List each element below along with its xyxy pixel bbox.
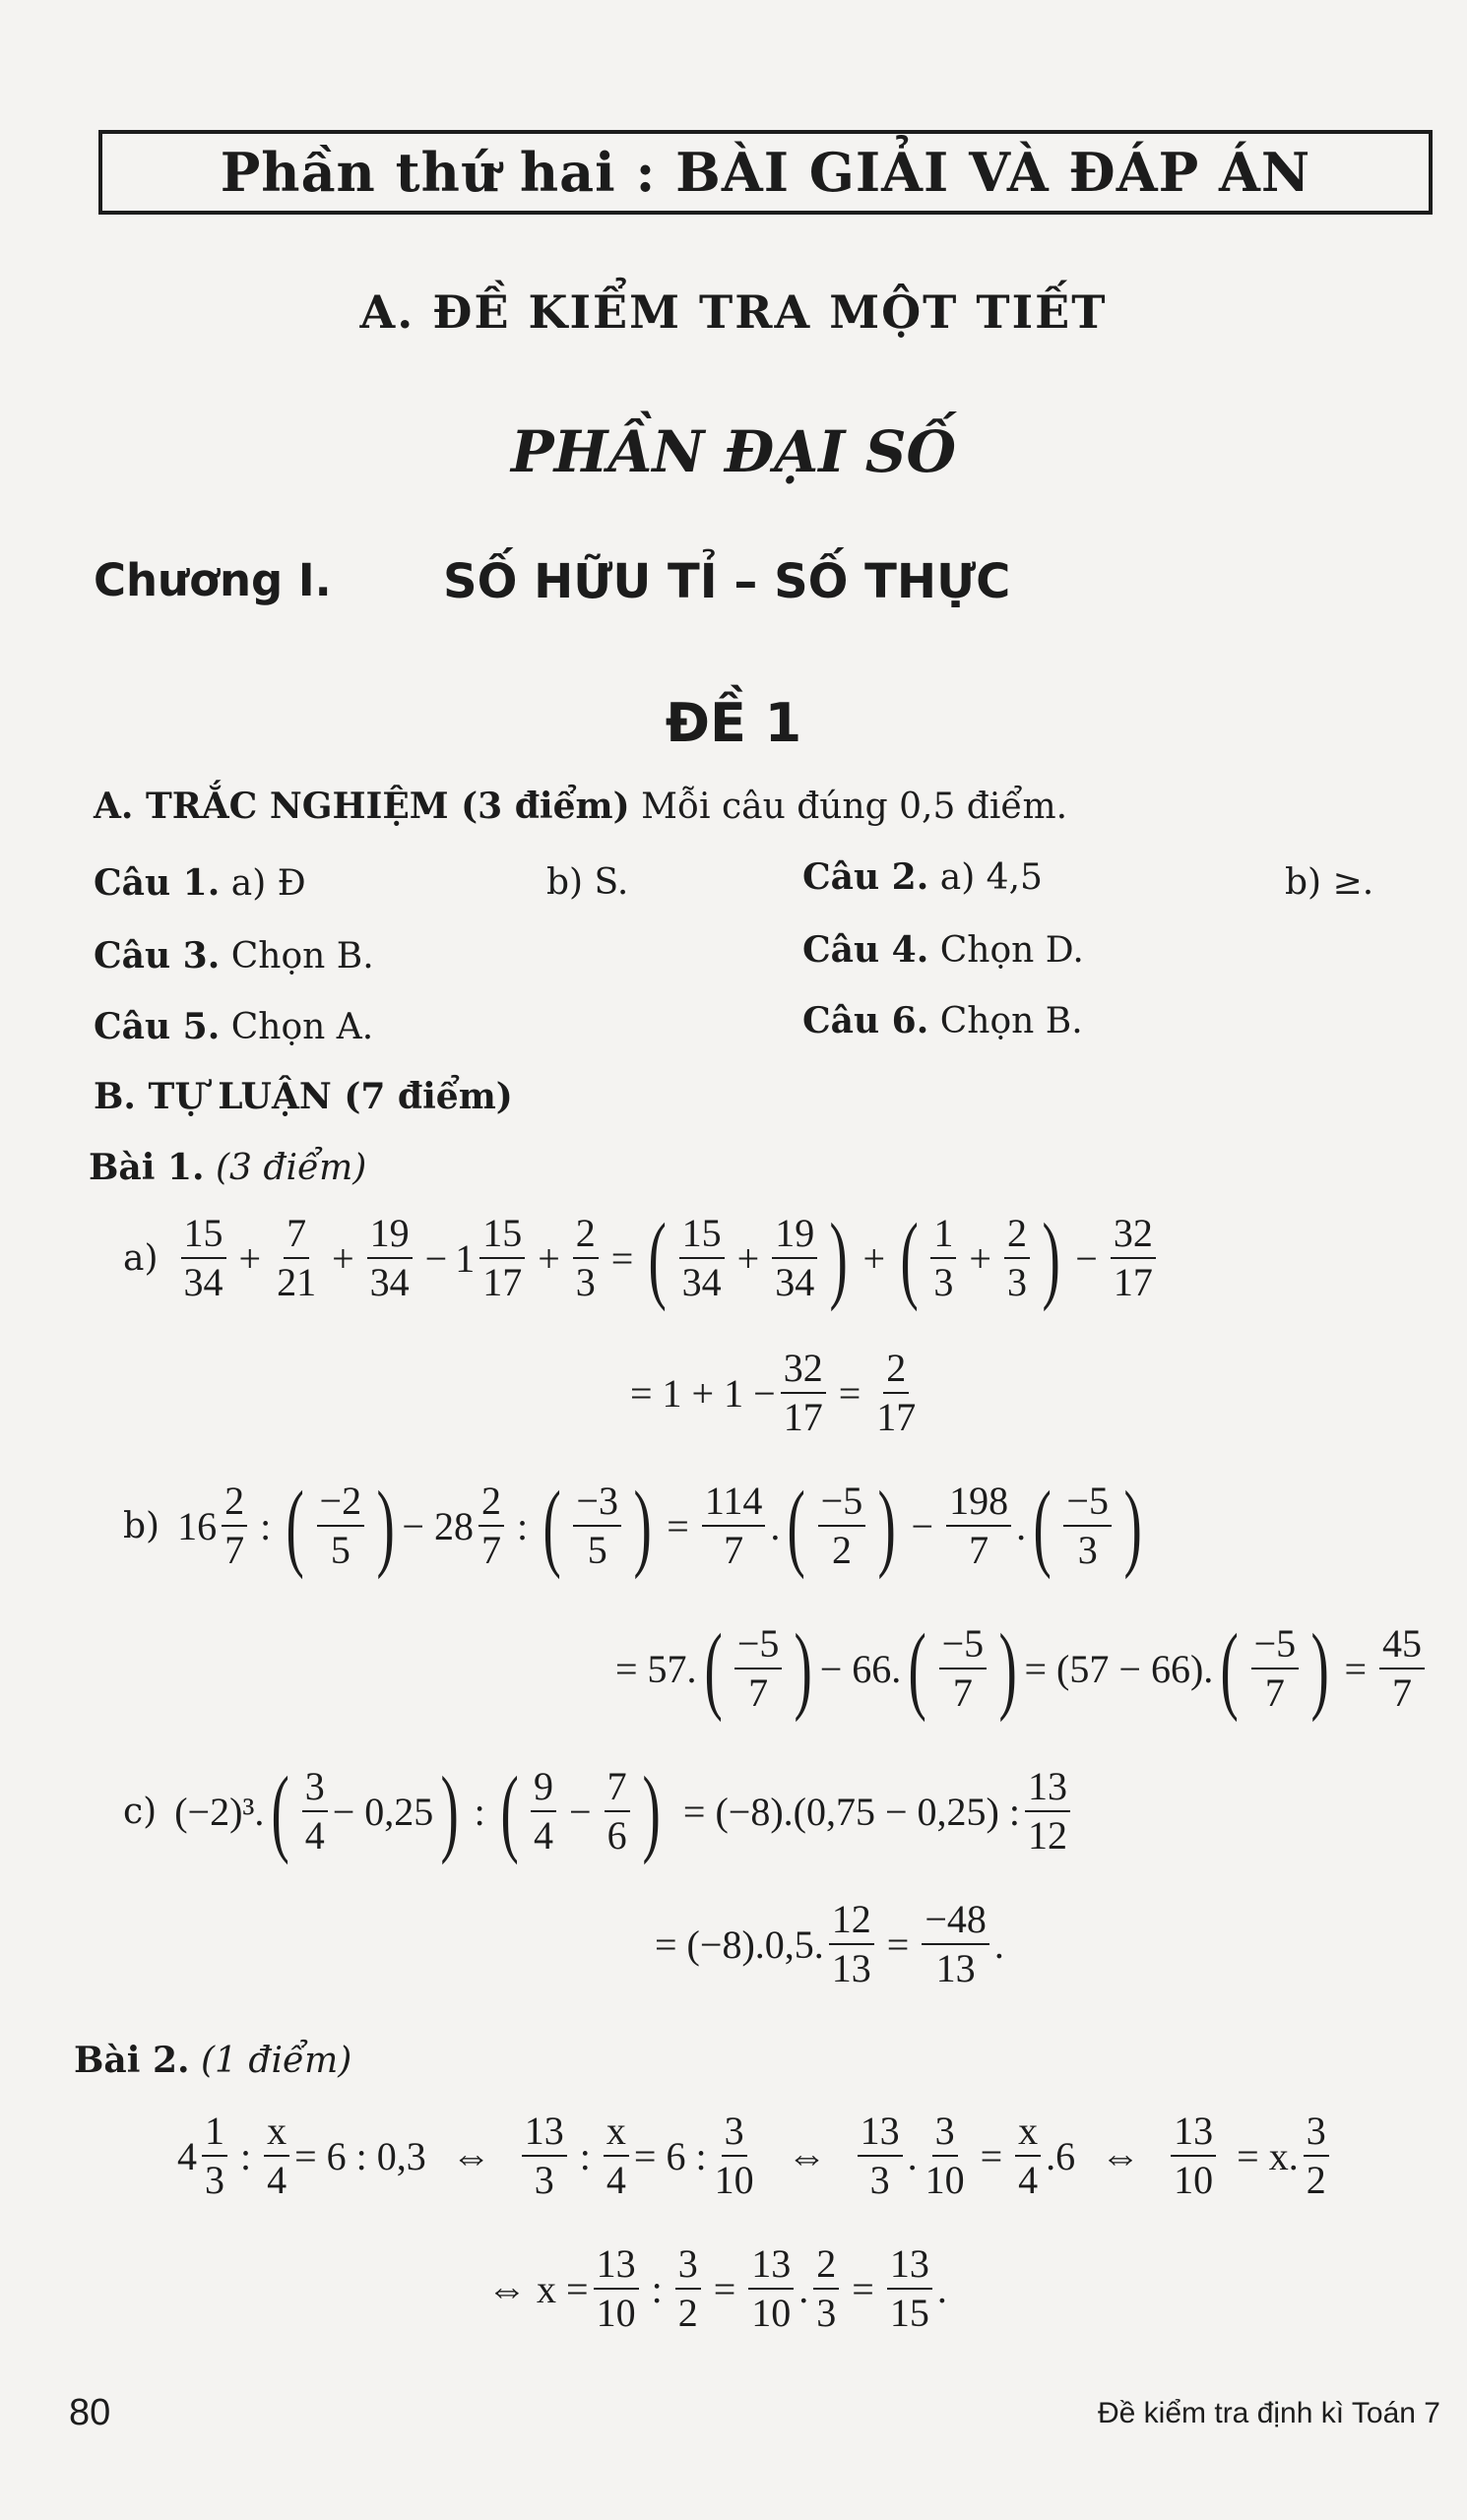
expr: = (57 − 66). (1024, 1646, 1214, 1691)
math-a-line2: = 1 + 1 − $\frac{32}{17}$ = $\frac{2}{17}$ (630, 1349, 924, 1437)
bai-label: Bài 2. (74, 2040, 190, 2081)
den: 4 (267, 2158, 287, 2202)
num: 19 (367, 1214, 413, 1259)
answer-label: Câu 2. (802, 856, 929, 898)
answer-text: Chọn D. (939, 930, 1084, 971)
num: 13 (858, 2111, 903, 2157)
fraction (829, 1897, 874, 1990)
num: 3 (932, 2111, 958, 2157)
sub-label: a) (123, 1237, 159, 1279)
part-title: Phần thứ hai : BÀI GIẢI VÀ ĐÁP ÁN (220, 141, 1311, 204)
expr: = (−8).(0,75 − 0,25) : (682, 1789, 1020, 1834)
num: 2 (1004, 1214, 1030, 1259)
den: 12 (1028, 1813, 1067, 1858)
den: 7 (969, 1528, 989, 1572)
num: 3 (675, 2244, 701, 2290)
num: 13 (1025, 1767, 1070, 1812)
den: 34 (775, 1260, 815, 1304)
math-a-line1: a) $\frac{15}{34}$ + $\frac{7}{21}$ + $\frac{19}{34}$ − 1 $\frac{15}{17}$ + $\frac{2}{3}$ = ( $\frac{15}{34}$ + $\frac{19}{34}$ ) + ( $\frac{1}{3}$ + $\frac{2}{3}$ ) − $\frac{32}{17}$ (123, 1209, 1161, 1307)
fraction (946, 1481, 1011, 1570)
answer-1 (94, 862, 306, 904)
fraction (734, 1621, 783, 1715)
answer-6 (802, 1000, 1083, 1041)
den: 10 (596, 2291, 636, 2335)
den: 7 (724, 1528, 744, 1572)
fraction (522, 2111, 567, 2200)
expr: − 28 (402, 1503, 474, 1548)
den: 21 (277, 1260, 317, 1304)
num: 13 (594, 2244, 639, 2290)
fraction (922, 1897, 989, 1990)
paren-group: ( $\frac{3}{4}$ − 0,25 ) (271, 1756, 460, 1865)
book-title: Đề kiểm tra định kì Toán 7 (1098, 2397, 1440, 2429)
paren-group: ( $\frac{-5}{7}$ ) (704, 1613, 813, 1723)
fraction (479, 1211, 525, 1304)
fraction (781, 1346, 826, 1439)
num: 2 (813, 2244, 839, 2290)
fraction (939, 1621, 988, 1715)
fraction (1004, 1211, 1030, 1304)
paren-group: ( $\frac{15}{34}$ + $\frac{19}{34}$ ) (648, 1203, 849, 1312)
num: 2 (478, 1481, 504, 1527)
num: 2 (573, 1214, 599, 1259)
den: 3 (933, 1260, 954, 1304)
den: 7 (1392, 1670, 1413, 1715)
num: x (1015, 2111, 1041, 2157)
num: 3 (302, 1767, 328, 1812)
den: 5 (587, 1528, 607, 1572)
bai-label: Bài 1. (89, 1147, 205, 1188)
fraction (1015, 2111, 1041, 2200)
expr: = 6 : (633, 2133, 707, 2178)
expr: = (−8).0,5. (655, 1922, 824, 1967)
fraction (302, 1764, 328, 1858)
num: 1 (202, 2111, 227, 2157)
answer-2 (802, 856, 1043, 898)
fraction (679, 1211, 725, 1304)
num: 198 (946, 1481, 1011, 1527)
part-a-title: A. TRẮC NGHIỆM (3 điểm) (94, 786, 630, 827)
paren-group: ( $\frac{-5}{7}$ ) (908, 1613, 1018, 1723)
num: −2 (317, 1481, 365, 1527)
den: 4 (1018, 2158, 1039, 2202)
fraction (887, 2241, 932, 2335)
fraction (594, 2241, 639, 2335)
expr: = 6 : 0,3 (294, 2133, 426, 2178)
fraction (573, 1211, 599, 1304)
num: 45 (1379, 1624, 1425, 1670)
paren-group: ( $\frac{-2}{5}$ ) (286, 1471, 395, 1580)
den: 13 (831, 1946, 871, 1990)
num: 15 (181, 1214, 226, 1259)
den: 10 (1174, 2158, 1214, 2202)
num: 2 (883, 1349, 909, 1394)
den: 3 (816, 2291, 837, 2335)
num: 3 (1304, 2111, 1329, 2157)
answer-1-extra: b) S. (546, 862, 629, 903)
whole: 16 (177, 1503, 218, 1548)
fraction (1171, 2111, 1216, 2200)
num: x (604, 2111, 629, 2157)
num: −5 (1251, 1624, 1300, 1670)
den: 3 (1077, 1528, 1098, 1572)
den: 7 (952, 1670, 973, 1715)
num: 9 (531, 1767, 556, 1812)
den: 15 (889, 2291, 929, 2335)
den: 34 (183, 1260, 223, 1304)
fraction (274, 1211, 319, 1304)
fraction (573, 1481, 621, 1570)
den: 7 (224, 1528, 245, 1572)
answer-4 (802, 929, 1084, 971)
den: 17 (783, 1395, 823, 1439)
den: 10 (925, 2158, 965, 2202)
fraction (181, 1211, 226, 1304)
num: 15 (679, 1214, 725, 1259)
den: 7 (1264, 1670, 1285, 1715)
paren-group: ( $\frac{9}{4}$ − $\frac{7}{6}$ ) (500, 1756, 661, 1865)
paren-group: ( $\frac{1}{3}$ + $\frac{2}{3}$ ) (900, 1203, 1060, 1312)
answer-label: Câu 6. (802, 1000, 929, 1041)
answer-text: Chọn A. (230, 1007, 374, 1047)
bai-1-heading (89, 1147, 366, 1188)
fraction (818, 1481, 866, 1570)
num: x (264, 2111, 289, 2157)
paren-group: ( $\frac{-3}{5}$ ) (542, 1471, 652, 1580)
fraction (604, 2111, 629, 2200)
answer-label: Câu 3. (94, 935, 221, 976)
expr: ⇔ x = (487, 2266, 589, 2311)
answer-5 (94, 1006, 373, 1047)
num: 13 (1171, 2111, 1216, 2157)
chapter-name: SỐ HỮU TỈ – SỐ THỰC (443, 554, 1011, 609)
fraction (478, 1481, 504, 1570)
den: 2 (1306, 2158, 1326, 2202)
den: 3 (869, 2158, 890, 2202)
answer-label: Câu 5. (94, 1006, 221, 1047)
num: 114 (702, 1481, 766, 1527)
num: 7 (284, 1214, 309, 1259)
fraction (531, 1764, 556, 1858)
fraction (1063, 1481, 1112, 1570)
fraction (772, 1211, 817, 1304)
fraction (1379, 1621, 1425, 1715)
answer-text: Chọn B. (230, 936, 374, 976)
fraction (1251, 1621, 1300, 1715)
answer-text: a) 4,5 (939, 857, 1043, 898)
answer-3 (94, 935, 374, 976)
fraction (1025, 1764, 1070, 1858)
bai-2-heading (74, 2040, 351, 2081)
math-d-line2: ⇔ x = $\frac{13}{10}$ : $\frac{3}{2}$ = $\frac{13}{10}$ . $\frac{2}{3}$ = $\frac{13}{15}$ . (487, 2241, 947, 2335)
num: −48 (922, 1900, 989, 1945)
exam-title: ĐỀ 1 (665, 692, 802, 754)
num: 2 (222, 1481, 247, 1527)
den: 17 (1113, 1260, 1153, 1304)
fraction (702, 1481, 766, 1570)
math-b-line2: = 57. ( $\frac{-5}{7}$ ) − 66. ( $\frac{-5}{7}$ ) = (57 − 66). ( $\frac{-5}{7}$ ) = $\frac{45}{7}$ (615, 1619, 1430, 1718)
num: 32 (781, 1349, 826, 1394)
answer-2-extra: b) ≥. (1285, 862, 1374, 903)
den: 13 (935, 1946, 976, 1990)
chapter-label: Chương I. (94, 554, 332, 606)
expr: − 0,25 (332, 1789, 434, 1834)
fraction (930, 1211, 956, 1304)
expr: = x. (1237, 2133, 1299, 2178)
math-c-line2: = (−8).0,5. $\frac{12}{13}$ = $\frac{-48}{13}$ . (655, 1897, 1004, 1990)
expr: (−2)³. (174, 1789, 265, 1834)
den: 3 (1006, 1260, 1027, 1304)
expr: = 57. (615, 1646, 697, 1691)
num: 32 (1111, 1214, 1156, 1259)
num: −5 (818, 1481, 866, 1527)
den: 4 (304, 1813, 325, 1858)
den: 6 (606, 1813, 627, 1858)
num: −5 (939, 1624, 988, 1670)
num: 13 (522, 2111, 567, 2157)
fraction (1111, 1211, 1156, 1304)
fraction (605, 1764, 630, 1858)
den: 17 (482, 1260, 523, 1304)
whole: 1 (455, 1235, 476, 1281)
num: 19 (772, 1214, 817, 1259)
fraction (712, 2111, 757, 2200)
den: 10 (751, 2291, 792, 2335)
fraction (264, 2111, 289, 2200)
den: 3 (534, 2158, 554, 2202)
whole: 4 (177, 2133, 197, 2178)
paren-group: ( $\frac{-5}{3}$ ) (1033, 1471, 1142, 1580)
paren-group: ( $\frac{-5}{7}$ ) (1220, 1613, 1329, 1723)
fraction (873, 1346, 919, 1439)
math-c-line1: c) (−2)³. ( $\frac{3}{4}$ − 0,25 ) : ( $\frac{9}{4}$ − $\frac{7}{6}$ ) = (−8).(0,75 − 0,25) : $\frac{13}{12}$ (123, 1762, 1075, 1860)
den: 2 (831, 1528, 852, 1572)
den: 4 (606, 2158, 626, 2202)
section-title: A. ĐỀ KIỂM TRA MỘT TIẾT (359, 285, 1108, 339)
math-d-line1: 4 $\frac{1}{3}$ : $\frac{x}{4}$ = 6 : 0,3 ⇔ $\frac{13}{3}$ : $\frac{x}{4}$ = 6 : $\frac{3}{10}$ ⇔ $\frac{13}{3}$ . $\frac{3}{10}$ = $\frac{x}{4}$ .6 ⇔ $\frac{13}{10}$ = x. $\frac{3}{2}$ (177, 2111, 1334, 2200)
num: 15 (479, 1214, 525, 1259)
page-number: 80 (69, 2392, 111, 2433)
math-b-line1: b) 16 $\frac{2}{7}$ : ( $\frac{-2}{5}$ ) − 28 $\frac{2}{7}$ : ( $\frac{-3}{5}$ ) = $\frac{114}{7}$ . ( $\frac{-5}{2}$ ) − $\frac{198}{7}$ . ( $\frac{-5}{3}$ ) (123, 1477, 1149, 1575)
num: −5 (1063, 1481, 1112, 1527)
den: 17 (876, 1395, 917, 1439)
den: 34 (681, 1260, 722, 1304)
num: −5 (734, 1624, 783, 1670)
num: 1 (930, 1214, 956, 1259)
den: 7 (480, 1528, 501, 1572)
num: 12 (829, 1900, 874, 1945)
sub-label: b) (123, 1505, 160, 1546)
fraction (858, 2111, 903, 2200)
subject-title: PHẦN ĐẠI SỐ (510, 418, 957, 485)
answer-text: Chọn B. (939, 1001, 1083, 1041)
num: −3 (573, 1481, 621, 1527)
part-b-title: B. TỰ LUẬN (7 điểm) (94, 1076, 513, 1117)
bai-points: (3 điểm) (216, 1148, 367, 1188)
bai-points: (1 điểm) (201, 2041, 352, 2081)
fraction (202, 2111, 227, 2200)
num: 13 (748, 2244, 794, 2290)
fraction (1304, 2111, 1329, 2200)
part-a-note: Mỗi câu đúng 0,5 điểm. (641, 787, 1068, 827)
num: 13 (887, 2244, 932, 2290)
den: 10 (714, 2158, 754, 2202)
den: 34 (369, 1260, 410, 1304)
num: 7 (605, 1767, 630, 1812)
paren-group: ( $\frac{-5}{2}$ ) (787, 1471, 897, 1580)
sub-label: c) (123, 1791, 158, 1832)
answer-text: a) Đ (230, 863, 306, 904)
fraction (222, 1481, 247, 1570)
fraction (367, 1211, 413, 1304)
expr: = 1 + 1 − (630, 1370, 776, 1416)
den: 5 (330, 1528, 351, 1572)
den: 3 (205, 2158, 224, 2202)
fraction (923, 2111, 968, 2200)
fraction (813, 2241, 839, 2335)
answer-label: Câu 1. (94, 862, 221, 904)
num: 3 (722, 2111, 747, 2157)
answer-label: Câu 4. (802, 929, 929, 971)
part-a-heading (94, 786, 1067, 827)
den: 3 (575, 1260, 596, 1304)
den: 2 (677, 2291, 698, 2335)
fraction (748, 2241, 794, 2335)
fraction (317, 1481, 365, 1570)
expr: − 66. (819, 1646, 902, 1691)
part-title-box (98, 130, 1433, 215)
fraction (675, 2241, 701, 2335)
den: 7 (748, 1670, 769, 1715)
den: 4 (534, 1813, 554, 1858)
